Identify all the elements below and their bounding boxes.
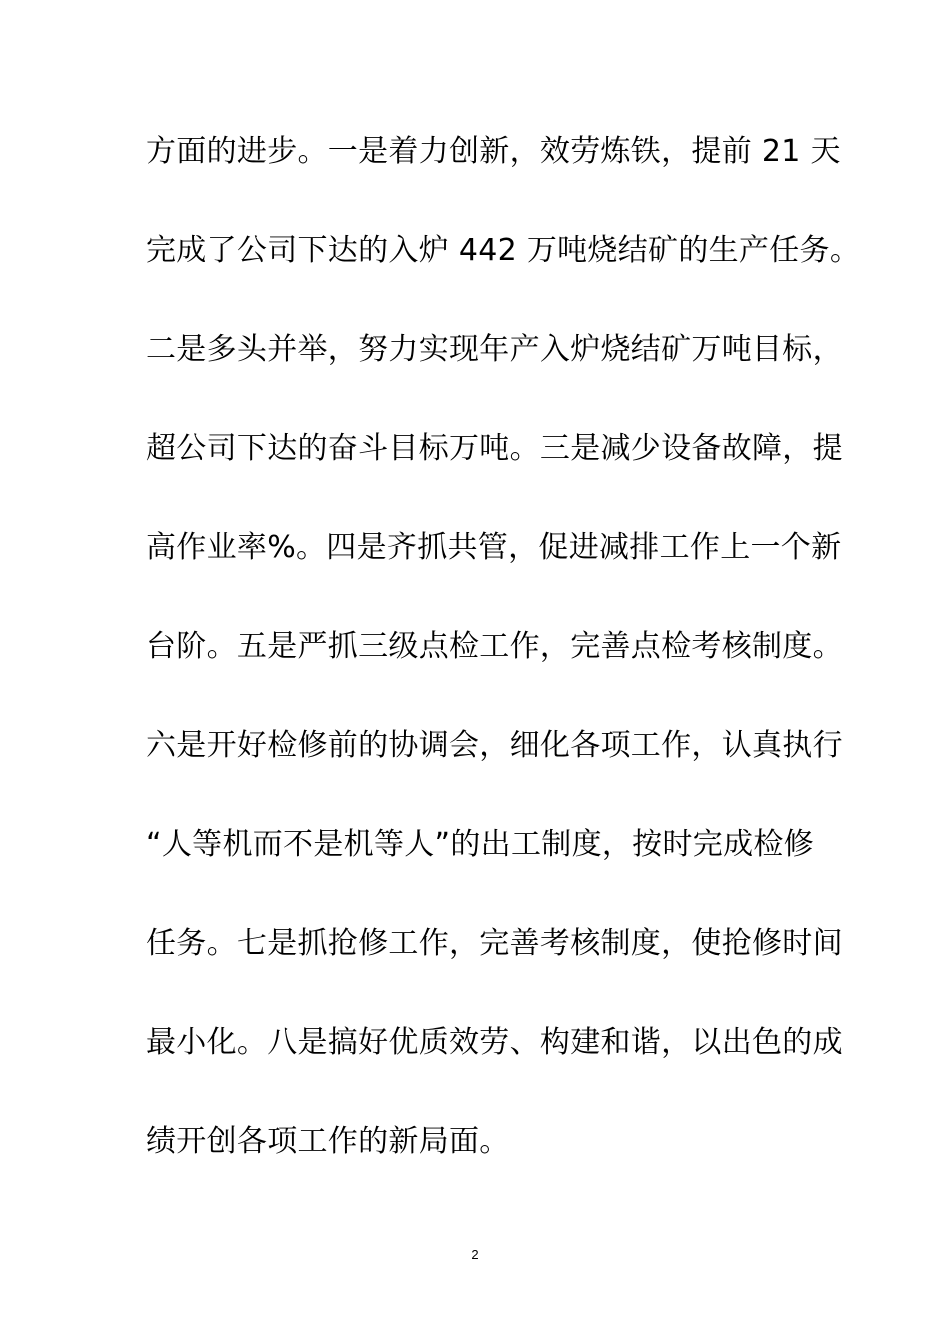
text-line: “人等机而不是机等人”的出工制度，按时完成检修 [146, 827, 814, 862]
text-line: 台阶。五是严抓三级点检工作，完善点检考核制度。 [146, 629, 843, 664]
text-line: 最小化。八是搞好优质效劳、构建和谐，以出色的成 [146, 1025, 843, 1060]
page-number: 2 [471, 1247, 479, 1262]
text-line: 六是开好检修前的协调会，细化各项工作，认真执行 [146, 728, 843, 763]
text-line: 高作业率%。四是齐抓共管，促进减排工作上一个新 [146, 530, 842, 565]
text-line: 绩开创各项工作的新局面。 [146, 1124, 510, 1159]
text-line: 方面的进步。一是着力创新，效劳炼铁，提前 21 天 [146, 134, 841, 169]
text-line: 任务。七是抓抢修工作，完善考核制度，使抢修时间 [146, 926, 843, 961]
body-text [146, 124, 861, 1213]
text-line: 超公司下达的奋斗目标万吨。三是减少设备故障，提 [146, 431, 843, 466]
text-line: 完成了公司下达的入炉 442 万吨烧结矿的生产任务。 [146, 233, 861, 268]
text-line: 二是多头并举，努力实现年产入炉烧结矿万吨目标， [146, 332, 843, 367]
